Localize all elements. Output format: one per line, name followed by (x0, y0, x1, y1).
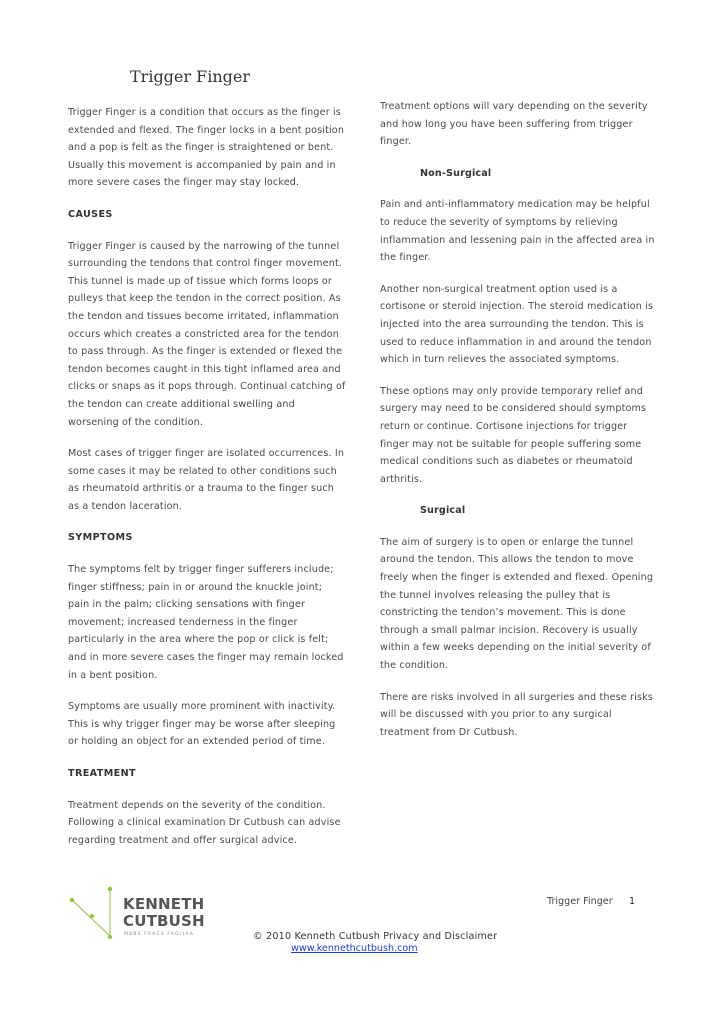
symptoms-heading: SYMPTOMS (68, 532, 133, 544)
surgical-heading: Surgical (420, 505, 466, 517)
causes-heading: CAUSES (68, 208, 113, 220)
surgical-paragraph-2: There are risks involved in all surgeries and these risks will be discussed with you prior to any surgical treatment from Dr Cutbush. (380, 691, 653, 738)
logo-dot-mid (90, 914, 94, 918)
symptoms-paragraph-1: The symptoms felt by trigger finger sufferers include; finger stiffness; pain in or around the knuckle joint; pain in the palm; clicking sensations with finger movement; increased tenderness in the finger particularly in the area where the pop or click is felt; and in more severe cases the finger may remain locked in a bent position. (68, 564, 344, 681)
nonsurgical-heading: Non-Surgical (420, 167, 492, 179)
left-column (68, 104, 346, 863)
nonsurgical-paragraph-1: Pain and anti-inflammatory medication may be helpful to reduce the severity of symptoms by relieving inflammation and lessening pain in the affected area in the finger. (380, 199, 655, 264)
causes-paragraph-2: Most cases of trigger finger are isolated occurrences. In some cases it may be related to other conditions such as rheumatoid arthritis or a trauma to the finger such as a tendon laceration. (68, 448, 345, 512)
surgical-paragraph-1: The aim of surgery is to open or enlarge the tunnel around the tendon. This allows the tendon to move freely when the finger is extended and flexed. Opening the tunnel involves releasing the pulley that is constricting the tendon’s movement. This is done through a small palmar incision. Recovery is usually within a few weeks depending on the initial severity of the condition. (380, 536, 654, 672)
logo-line-1: KENNETH (123, 895, 205, 913)
website-link[interactable]: www.kennethcutbush.com (291, 943, 418, 954)
footer-running-title: Trigger Finger (547, 896, 613, 907)
logo-credentials: MBBS FRACS FAOrthA (124, 932, 195, 937)
nonsurgical-paragraph-3: These options may only provide temporary relief and surgery may need to be considered should symptoms return or continue. Cortisone injections for trigger finger may not be suitable for people suffering some medical conditions such as diabetes or rheumatoid arthritis. (380, 385, 647, 485)
logo-wordmark (123, 896, 205, 930)
treatment-options-paragraph: Treatment options will vary depending on the severity and how long you have been suffering from trigger finger. (380, 101, 648, 148)
logo-dot-top (108, 887, 112, 891)
causes-paragraph-1: Trigger Finger is caused by the narrowing of the tunnel surrounding the tendons that control finger movement. This tunnel is made up of tissue which forms loops or pulleys that keep the tendon in the correct position. As the tendon and tissues become irritated, inflammation occurs which creates a constricted area for the tendon to pass through. As the finger is extended or flexed the tendon becomes caught in this tight inflamed area and clicks or snaps as it pops through. Continual catching of the tendon can create additional swelling and worsening of the condition. (68, 240, 346, 428)
logo-dot-bottom (108, 935, 112, 939)
logo-line-2: CUTBUSH (123, 912, 205, 930)
nonsurgical-paragraph-2: Another non-surgical treatment option used is a cortisone or steroid injection. The steroid medication is injected into the area surrounding the tendon. This is used to reduce inflammation in and around the tendon which in turn relieves the associated symptoms. (380, 283, 654, 366)
logo-dot-left (70, 898, 74, 902)
intro-paragraph: Trigger Finger is a condition that occurs as the finger is extended and flexed. The finger locks in a bent position and a pop is felt as the finger is straightened or bent. Usually this movement is accompanied by pain and in more severe cases the finger may stay locked. (68, 107, 345, 189)
copyright-notice: © 2010 Kenneth Cutbush Privacy and Disclaimer (253, 931, 498, 942)
page-title: Trigger Finger (130, 67, 251, 86)
treatment-paragraph-1: Treatment depends on the severity of the condition. Following a clinical examination Dr Cutbush can advise regarding treatment and offer surgical advice. (68, 799, 341, 846)
symptoms-paragraph-2: Symptoms are usually more prominent with inactivity. This is why trigger finger may be worse after sleeping or holding an object for an extended period of time. (68, 701, 336, 748)
right-column (380, 98, 656, 755)
treatment-heading: TREATMENT (68, 768, 136, 779)
page-number: 1 (629, 896, 636, 907)
logo-line-diagonal (72, 900, 110, 936)
